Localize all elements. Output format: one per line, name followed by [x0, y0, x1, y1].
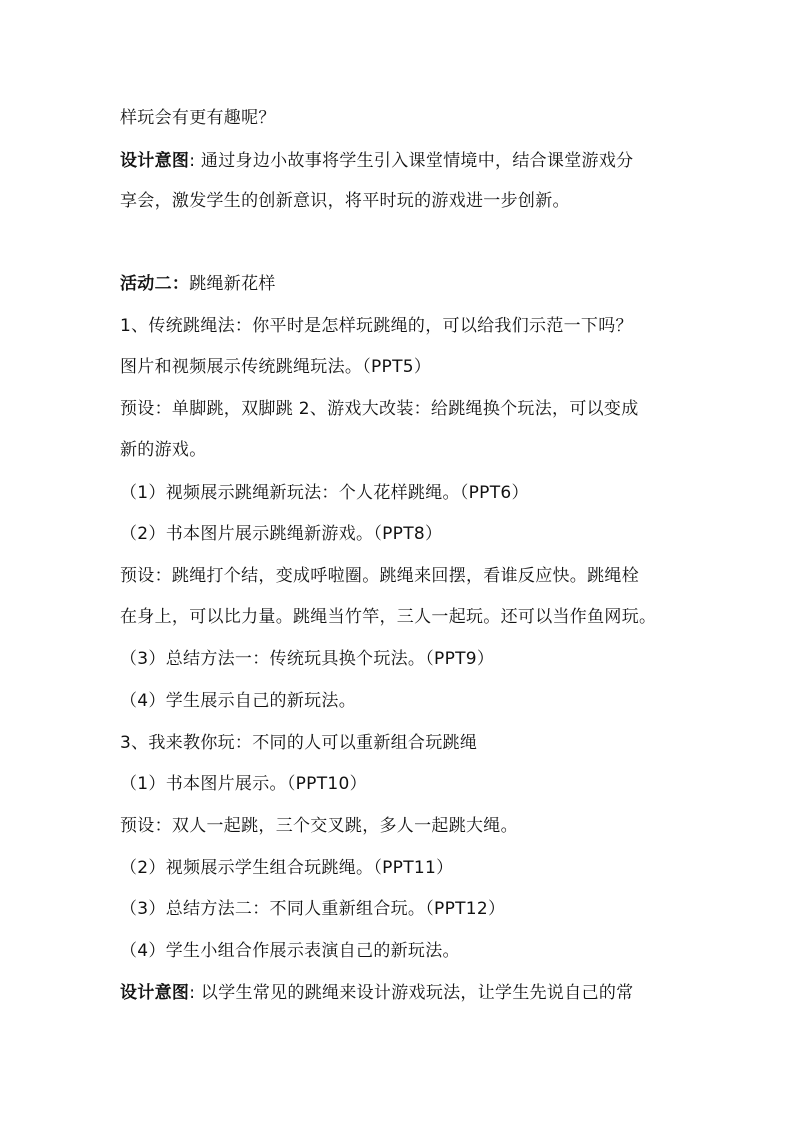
paragraph-line [120, 605, 656, 629]
line-text: 预设：双人一起跳，三个交叉跳，多人一起跳大绳。 [120, 816, 518, 836]
line-text: 样玩会有更有趣呢？ [120, 108, 276, 128]
activity-heading [120, 272, 276, 296]
paragraph-line [120, 856, 453, 880]
line-text: 享会，激发学生的创新意识，将平时玩的游戏进一步创新。 [120, 191, 570, 211]
activity-title: 跳绳新花样 [189, 274, 276, 294]
paragraph-line [120, 689, 356, 713]
design-intent-label: 设计意图 [120, 983, 190, 1003]
design-intent-line [120, 149, 633, 173]
line-text: （1）书本图片展示。（PPT10） [120, 774, 367, 794]
paragraph-line [120, 564, 639, 588]
paragraph-line [120, 189, 570, 213]
line-text: 预设：单脚跳，双脚跳 2、游戏大改装：给跳绳换个玩法，可以变成 [120, 399, 639, 419]
paragraph-line [120, 438, 207, 462]
line-text: : 通过身边小故事将学生引入课堂情境中，结合课堂游戏分 [189, 151, 634, 171]
line-text: （4）学生展示自己的新玩法。 [120, 691, 357, 711]
paragraph-line [120, 397, 639, 421]
paragraph-line [120, 647, 494, 671]
line-text: 预设：跳绳打个结，变成呼啦圈。跳绳来回摆，看谁反应快。跳绳栓 [120, 566, 639, 586]
paragraph-line [120, 314, 633, 338]
line-text: （1）视频展示跳绳新玩法：个人花样跳绳。（PPT6） [120, 483, 529, 503]
line-text: （2）视频展示学生组合玩跳绳。（PPT11） [120, 858, 454, 878]
paragraph-line [120, 897, 505, 921]
design-intent-line [120, 981, 633, 1005]
paragraph-line [120, 939, 460, 963]
paragraph-line [120, 772, 367, 796]
design-intent-label: 设计意图 [120, 151, 190, 171]
line-text: : 以学生常见的跳绳来设计游戏玩法，让学生先说自己的常 [189, 983, 634, 1003]
line-text: （4）学生小组合作展示表演自己的新玩法。 [120, 941, 460, 961]
line-text: （3）总结方法一：传统玩具换个玩法。（PPT9） [120, 649, 495, 669]
line-text: （2）书本图片展示跳绳新游戏。（PPT8） [120, 524, 443, 544]
paragraph-line [120, 731, 477, 755]
line-text: （3）总结方法二：不同人重新组合玩。（PPT12） [120, 899, 506, 919]
line-text: 图片和视频展示传统跳绳玩法。（PPT5） [120, 357, 432, 377]
paragraph-line [120, 355, 431, 379]
paragraph-line [120, 481, 529, 505]
line-text: 在身上，可以比力量。跳绳当竹竿，三人一起玩。还可以当作鱼网玩。 [120, 607, 657, 627]
line-text: 3、我来教你玩：不同的人可以重新组合玩跳绳 [120, 733, 478, 753]
paragraph-line [120, 106, 276, 130]
paragraph-line [120, 522, 442, 546]
paragraph-line [120, 814, 518, 838]
line-text: 1、传统跳绳法：你平时是怎样玩跳绳的，可以给我们示范一下吗？ [120, 316, 633, 336]
line-text: 新的游戏。 [120, 440, 207, 460]
activity-label: 活动二： [120, 274, 190, 294]
